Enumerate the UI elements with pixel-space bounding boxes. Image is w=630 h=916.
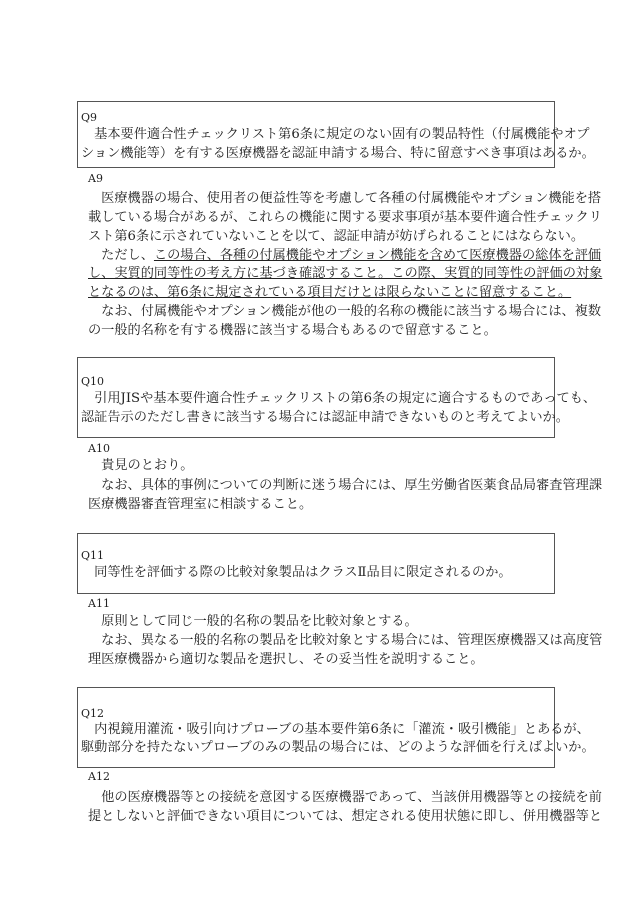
answer-label: A10 [88,442,110,455]
answer-label: A9 [88,172,103,185]
answer-text: 医療機器審査管理室に相談すること。 [88,497,313,512]
question-label: Q12 [81,707,105,720]
question-text: ション機能等）を有する医療機器を認証申請する場合、特に留意すべき事項はあるか。 [81,146,595,161]
question-text: 基本要件適合性チェックリスト第6条に規定のない固有の製品特性（付属機能やオプ [81,127,590,142]
answer-text: 載している場合があるが、これらの機能に関する要求事項が基本要件適合性チェックリ [88,210,602,225]
answer-text: なお、付属機能やオプション機能が他の一般的名称の機能に該当する場合には、複数 [88,304,602,319]
question-label: Q10 [81,375,105,388]
question-text: 同等性を評価する際の比較対象製品はクラスⅡ品目に限定されるのか。 [81,565,512,580]
answer-text-underlined: となるのは、第6条に規定されている項目だけとは限らないことに留意すること。 [88,285,572,300]
question-text: 認証告示のただし書きに該当する場合には認証申請できないものと考えてよいか。 [81,410,569,425]
question-label: Q9 [81,111,98,124]
answer-text: 医療機器の場合、使用者の便益性等を考慮して各種の付属機能やオプション機能を搭 [88,191,602,206]
question-label: Q11 [81,549,105,562]
answer-text: なお、具体的事例についての判断に迷う場合には、厚生労働省医薬食品局審査管理課 [88,478,603,493]
answer-text: 理医療機器から適切な製品を選択し、その妥当性を説明すること。 [88,652,484,667]
answer-text [88,248,601,264]
answer-text-plain: ただし、 [88,248,154,263]
answer-text-underlined: この場合、各種の付属機能やオプション機能を含めて医療機器の総体を評価 [153,248,602,263]
question-text: 引用JISや基本要件適合性チェックリストの第6条の規定に適合するものであっても、 [81,391,597,406]
answer-text: 提としないと評価できない項目については、想定される使用状態に即し、併用機器等と [88,809,603,824]
answer-text: なお、異なる一般的名称の製品を比較対象とする場合には、管理医療機器又は高度管 [88,633,603,648]
answer-label: A12 [88,770,110,783]
question-text: 駆動部分を持たないプローブのみの製品の場合には、どのような評価を行えばよいか。 [81,740,595,755]
answer-text: スト第6条に示されていないことを以て、認証申請が妨げられることにはならない。 [88,229,585,244]
answer-text: の一般的名称を有する機器に該当する場合もあるので留意すること。 [88,323,497,338]
answer-text: 貴見のとおり。 [88,458,194,473]
answer-text: 他の医療機器等との接続を意図する医療機器であって、当該併用機器等との接続を前 [88,790,602,805]
question-text: 内視鏡用灌流・吸引向けプローブの基本要件第6条に「灌流・吸引機能」とあるが、 [81,722,590,737]
answer-text-underlined: し、実質的同等性の考え方に基づき確認すること。この際、実質的同等性の評価の対象 [88,266,603,281]
answer-text: 原則として同じ一般的名称の製品を比較対象とする。 [88,614,418,629]
question-box-q11 [77,533,555,594]
answer-label: A11 [88,597,110,610]
